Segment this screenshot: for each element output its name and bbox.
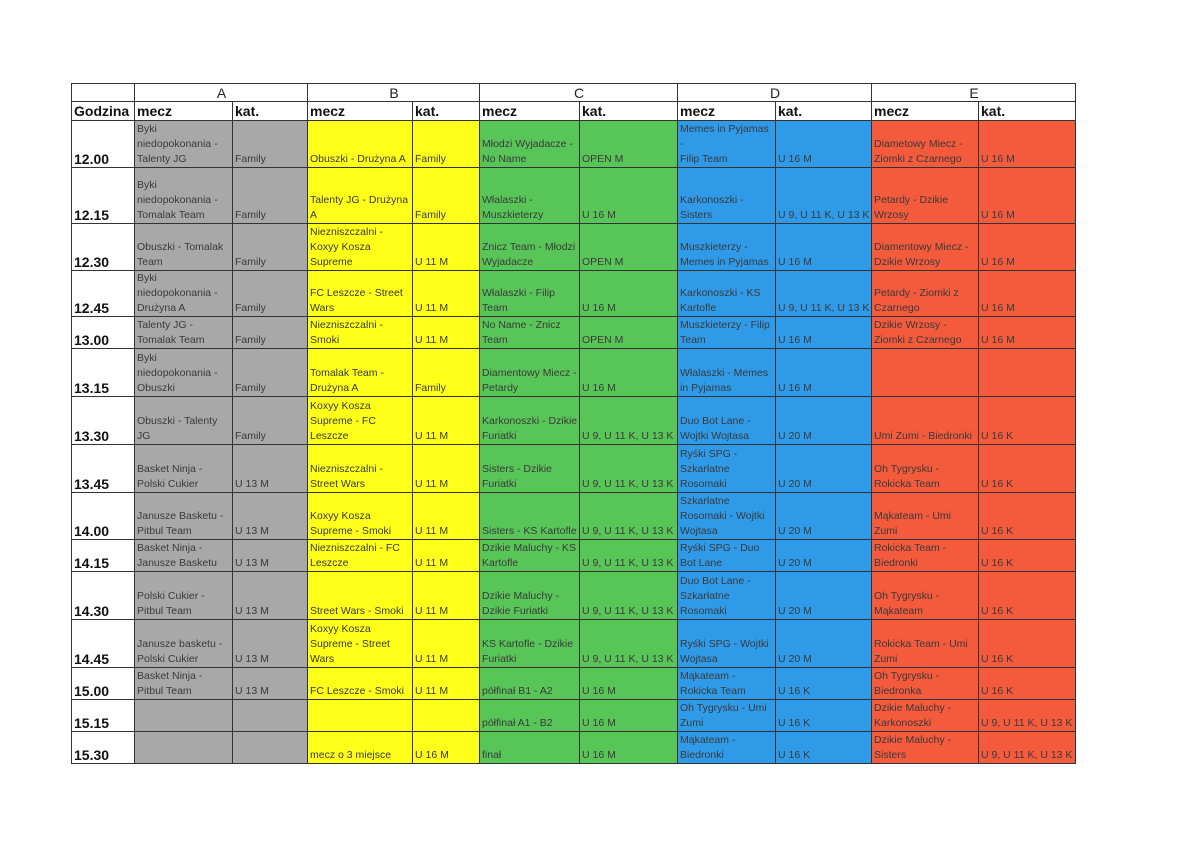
category-cell-b: U 11 M	[413, 572, 480, 620]
match-column-header: mecz	[872, 102, 979, 121]
category-cell-b: U 11 M	[413, 224, 480, 271]
match-cell-c: Dzikie Maluchy - KS Kartofle	[480, 540, 580, 572]
category-cell-d: U 9, U 11 K, U 13 K	[776, 168, 872, 224]
match-cell-d: Mąkateam - Rokicka Team	[678, 668, 776, 700]
match-cell-e: Rokicka Team - Umi Zumi	[872, 620, 979, 668]
category-cell-c: U 9, U 11 K, U 13 K	[580, 493, 678, 540]
time-cell: 13.00	[72, 317, 135, 349]
match-cell-b: Street Wars - Smoki	[308, 572, 413, 620]
category-cell-c: OPEN M	[580, 317, 678, 349]
corner-cell	[72, 84, 135, 102]
category-cell-d: U 9, U 11 K, U 13 K	[776, 271, 872, 317]
match-cell-b: Niezniszczalni - Smoki	[308, 317, 413, 349]
match-cell-d: Oh Tygrysku - Umi Zumi	[678, 700, 776, 732]
category-cell-a: Family	[233, 224, 308, 271]
match-cell-c: Karkonoszki - Dzikie Furiatki	[480, 397, 580, 445]
match-cell-b: Niezniszczalni - FC Leszcze	[308, 540, 413, 572]
category-cell-e: U 16 K	[979, 397, 1076, 445]
schedule-row	[72, 700, 1076, 732]
category-cell-d: U 16 M	[776, 121, 872, 168]
match-cell-b: FC Leszcze - Smoki	[308, 668, 413, 700]
category-cell-c: U 16 M	[580, 700, 678, 732]
category-cell-a	[233, 700, 308, 732]
category-cell-e: U 16 M	[979, 121, 1076, 168]
category-cell-d: U 16 K	[776, 668, 872, 700]
category-cell-a: Family	[233, 397, 308, 445]
match-cell-e: Dzikie Wrzosy - Ziomki z Czarnego	[872, 317, 979, 349]
match-cell-a	[135, 700, 233, 732]
time-cell: 14.30	[72, 572, 135, 620]
schedule-table	[71, 83, 1076, 764]
match-cell-c: Dzikie Maluchy - Dzikie Furiatki	[480, 572, 580, 620]
hour-column-header: Godzina	[72, 102, 135, 121]
match-cell-b: Niezniszczalni - Street Wars	[308, 445, 413, 493]
time-cell: 14.15	[72, 540, 135, 572]
match-cell-c: Włalaszki - Muszkieterzy	[480, 168, 580, 224]
category-cell-a: U 13 M	[233, 620, 308, 668]
category-cell-b: U 11 M	[413, 493, 480, 540]
time-cell: 15.00	[72, 668, 135, 700]
category-cell-c: U 16 M	[580, 168, 678, 224]
category-cell-a: Family	[233, 271, 308, 317]
category-column-header: kat.	[413, 102, 480, 121]
category-cell-e: U 9, U 11 K, U 13 K	[979, 732, 1076, 764]
match-cell-e: Diamentowy Miecz - Dzikie Wrzosy	[872, 224, 979, 271]
match-cell-a: Talenty JG - Tomalak Team	[135, 317, 233, 349]
match-cell-c: Włalaszki - Filip Team	[480, 271, 580, 317]
match-cell-e: Dzikie Maluchy - Sisters	[872, 732, 979, 764]
match-cell-b: Koxyy Kosza Supreme - Smoki	[308, 493, 413, 540]
time-cell: 14.00	[72, 493, 135, 540]
match-cell-b: Koxyy Kosza Supreme - Street Wars	[308, 620, 413, 668]
category-cell-a: U 13 M	[233, 572, 308, 620]
category-cell-d: U 20 M	[776, 620, 872, 668]
match-cell-d: Szkarłatne Rosomaki - Wojtki Wojtasa	[678, 493, 776, 540]
category-cell-e: U 16 K	[979, 445, 1076, 493]
match-column-header: mecz	[135, 102, 233, 121]
category-cell-b: U 16 M	[413, 732, 480, 764]
match-cell-d: Duo Bot Lane - Wojtki Wojtasa	[678, 397, 776, 445]
category-cell-e: U 16 M	[979, 317, 1076, 349]
match-cell-a: Basket Ninja - Janusze Basketu	[135, 540, 233, 572]
match-cell-a: Byki niedopokonania - Drużyna A	[135, 271, 233, 317]
category-cell-b: U 11 M	[413, 540, 480, 572]
category-column-header: kat.	[776, 102, 872, 121]
match-cell-a: Basket Ninja - Polski Cukier	[135, 445, 233, 493]
category-cell-b: U 11 M	[413, 620, 480, 668]
match-cell-d: Mąkateam - Biedronki	[678, 732, 776, 764]
category-cell-a	[233, 732, 308, 764]
match-cell-b: Talenty JG - Drużyna A	[308, 168, 413, 224]
category-cell-e: U 16 M	[979, 168, 1076, 224]
match-cell-a: Obuszki - Tomalak Team	[135, 224, 233, 271]
match-column-header: mecz	[678, 102, 776, 121]
category-cell-d: U 16 M	[776, 349, 872, 397]
match-cell-c: Młodzi Wyjadacze - No Name	[480, 121, 580, 168]
category-column-header: kat.	[233, 102, 308, 121]
category-cell-b: Family	[413, 121, 480, 168]
match-cell-c: Diamentowy Miecz - Petardy	[480, 349, 580, 397]
category-cell-c: U 16 M	[580, 732, 678, 764]
match-cell-d: Memes in Pyjamas - Filip Team	[678, 121, 776, 168]
match-cell-c: Sisters - Dzikie Furiatki	[480, 445, 580, 493]
category-cell-a: Family	[233, 168, 308, 224]
match-cell-a: Byki niedopokonania - Talenty JG	[135, 121, 233, 168]
match-column-header: mecz	[480, 102, 580, 121]
category-cell-e: U 9, U 11 K, U 13 K	[979, 700, 1076, 732]
match-column-header: mecz	[308, 102, 413, 121]
category-cell-d: U 16 K	[776, 732, 872, 764]
schedule-row	[72, 224, 1076, 271]
schedule-row	[72, 620, 1076, 668]
match-cell-d: Karkonoszki - Sisters	[678, 168, 776, 224]
match-cell-c: półfinał A1 - B2	[480, 700, 580, 732]
match-cell-c: Sisters - KS Kartofle	[480, 493, 580, 540]
match-cell-b: Koxyy Kosza Supreme - FC Leszcze	[308, 397, 413, 445]
match-cell-d: Ryśki SPG - Duo Bot Lane	[678, 540, 776, 572]
category-cell-d: U 20 M	[776, 493, 872, 540]
match-cell-c: półfinał B1 - A2	[480, 668, 580, 700]
category-cell-a: Family	[233, 121, 308, 168]
category-cell-b: U 11 M	[413, 445, 480, 493]
group-header-row	[72, 84, 1076, 102]
category-column-header: kat.	[979, 102, 1076, 121]
match-cell-d: Ryśki SPG - Wojtki Wojtasa	[678, 620, 776, 668]
category-cell-d: U 16 K	[776, 700, 872, 732]
category-cell-a: U 13 M	[233, 668, 308, 700]
schedule-row	[72, 732, 1076, 764]
match-cell-a: Basket Ninja - Pitbul Team	[135, 668, 233, 700]
category-cell-c: U 9, U 11 K, U 13 K	[580, 572, 678, 620]
schedule-row	[72, 572, 1076, 620]
time-cell: 14.45	[72, 620, 135, 668]
category-cell-e: U 16 M	[979, 224, 1076, 271]
match-cell-c: Znicz Team - Młodzi Wyjadacze	[480, 224, 580, 271]
schedule-row	[72, 317, 1076, 349]
category-cell-b: Family	[413, 349, 480, 397]
category-cell-c: U 16 M	[580, 271, 678, 317]
category-cell-c: U 9, U 11 K, U 13 K	[580, 445, 678, 493]
group-header-a: A	[135, 84, 308, 102]
match-cell-b: Obuszki - Drużyna A	[308, 121, 413, 168]
category-cell-a: U 13 M	[233, 493, 308, 540]
schedule-body	[72, 121, 1076, 764]
match-cell-c: No Name - Znicz Team	[480, 317, 580, 349]
match-cell-e	[872, 349, 979, 397]
category-cell-c: U 9, U 11 K, U 13 K	[580, 620, 678, 668]
category-cell-a: U 13 M	[233, 445, 308, 493]
schedule-row	[72, 168, 1076, 224]
match-cell-b	[308, 700, 413, 732]
time-cell: 15.30	[72, 732, 135, 764]
category-cell-a: Family	[233, 317, 308, 349]
group-header-d: D	[678, 84, 872, 102]
match-cell-b: FC Leszcze - Street Wars	[308, 271, 413, 317]
match-cell-d: Muszkieterzy - Filip Team	[678, 317, 776, 349]
match-cell-b: mecz o 3 miejsce	[308, 732, 413, 764]
category-cell-b: U 11 M	[413, 397, 480, 445]
category-cell-e: U 16 K	[979, 572, 1076, 620]
category-cell-e: U 16 K	[979, 540, 1076, 572]
time-cell: 15.15	[72, 700, 135, 732]
time-cell: 12.15	[72, 168, 135, 224]
category-cell-b: U 11 M	[413, 668, 480, 700]
schedule-row	[72, 540, 1076, 572]
match-cell-e: Rokicka Team - Biedronki	[872, 540, 979, 572]
category-cell-c: OPEN M	[580, 224, 678, 271]
match-cell-a: Janusze Basketu - Pitbul Team	[135, 493, 233, 540]
category-cell-c: U 16 M	[580, 349, 678, 397]
time-cell: 12.00	[72, 121, 135, 168]
category-cell-b: U 11 M	[413, 271, 480, 317]
category-cell-e: U 16 K	[979, 620, 1076, 668]
match-cell-d: Duo Bot Lane - Szkarłatne Rosomaki	[678, 572, 776, 620]
group-header-b: B	[308, 84, 480, 102]
time-cell: 13.45	[72, 445, 135, 493]
category-cell-c: U 9, U 11 K, U 13 K	[580, 397, 678, 445]
match-cell-c: finał	[480, 732, 580, 764]
schedule-row	[72, 397, 1076, 445]
match-cell-a: Polski Cukier - Pitbul Team	[135, 572, 233, 620]
schedule-row	[72, 271, 1076, 317]
match-cell-a: Janusze basketu - Polski Cukier	[135, 620, 233, 668]
match-cell-e: Oh Tygrysku - Mąkateam	[872, 572, 979, 620]
match-cell-e: Petardy - Dzikie Wrzosy	[872, 168, 979, 224]
column-header-row	[72, 102, 1076, 121]
match-cell-a	[135, 732, 233, 764]
match-cell-e: Oh Tygrysku - Rokicka Team	[872, 445, 979, 493]
category-cell-d: U 16 M	[776, 224, 872, 271]
match-cell-a: Obuszki - Talenty JG	[135, 397, 233, 445]
time-cell: 12.30	[72, 224, 135, 271]
match-cell-e: Diametowy Miecz - Ziomki z Czarnego	[872, 121, 979, 168]
match-cell-e: Dzikie Maluchy - Karkonoszki	[872, 700, 979, 732]
category-cell-b	[413, 700, 480, 732]
category-cell-e: U 16 K	[979, 668, 1076, 700]
time-cell: 13.30	[72, 397, 135, 445]
match-cell-d: Włalaszki - Memes in Pyjamas	[678, 349, 776, 397]
match-cell-d: Ryśki SPG - Szkarłatne Rosomaki	[678, 445, 776, 493]
time-cell: 13.15	[72, 349, 135, 397]
category-cell-d: U 16 M	[776, 317, 872, 349]
category-cell-a: U 13 M	[233, 540, 308, 572]
schedule-row	[72, 668, 1076, 700]
category-cell-e: U 16 K	[979, 493, 1076, 540]
category-cell-d: U 20 M	[776, 540, 872, 572]
match-cell-e: Petardy - Ziomki z Czarnego	[872, 271, 979, 317]
category-cell-b: U 11 M	[413, 317, 480, 349]
category-cell-d: U 20 M	[776, 445, 872, 493]
category-cell-a: Family	[233, 349, 308, 397]
category-column-header: kat.	[580, 102, 678, 121]
group-header-e: E	[872, 84, 1076, 102]
time-cell: 12.45	[72, 271, 135, 317]
schedule-row	[72, 493, 1076, 540]
match-cell-a: Byki niedopokonania - Obuszki	[135, 349, 233, 397]
match-cell-e: Oh Tygrysku - Biedronka	[872, 668, 979, 700]
match-cell-e: Mąkateam - Umi Zumi	[872, 493, 979, 540]
match-cell-c: KS Kartofle - Dzikie Furiatki	[480, 620, 580, 668]
category-cell-c: U 9, U 11 K, U 13 K	[580, 540, 678, 572]
match-cell-e: Umi Zumi - Biedronki	[872, 397, 979, 445]
match-cell-b: Niezniszczalni - Koxyy Kosza Supreme	[308, 224, 413, 271]
category-cell-c: U 16 M	[580, 668, 678, 700]
match-cell-d: Karkonoszki - KS Kartofle	[678, 271, 776, 317]
category-cell-e	[979, 349, 1076, 397]
group-header-c: C	[480, 84, 678, 102]
match-cell-b: Tomalak Team - Drużyna A	[308, 349, 413, 397]
schedule-row	[72, 121, 1076, 168]
category-cell-c: OPEN M	[580, 121, 678, 168]
match-cell-d: Muszkieterzy - Memes in Pyjamas	[678, 224, 776, 271]
category-cell-d: U 20 M	[776, 572, 872, 620]
schedule-row	[72, 349, 1076, 397]
category-cell-e: U 16 M	[979, 271, 1076, 317]
match-cell-a: Byki niedopokonania - Tomalak Team	[135, 168, 233, 224]
category-cell-b: Family	[413, 168, 480, 224]
schedule-row	[72, 445, 1076, 493]
category-cell-d: U 20 M	[776, 397, 872, 445]
